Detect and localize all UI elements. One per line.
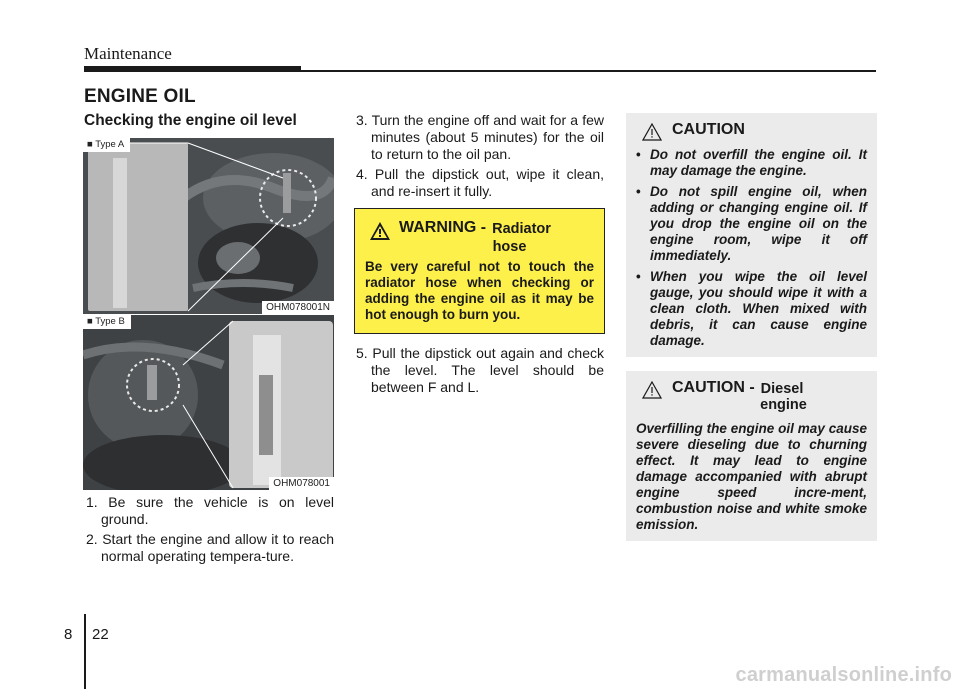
figure-a-label: ■ Type A [83, 138, 130, 152]
warning-heading [365, 219, 594, 241]
figure-a-code: OHM078001N [262, 301, 334, 314]
engine-illustration-b [83, 315, 334, 490]
warning-title-topic: Radiator [492, 221, 551, 237]
footer-chapter-number: 8 [64, 626, 73, 643]
caution-box-general [626, 113, 877, 357]
caution-diesel-title-line2: engine [760, 397, 807, 413]
caution-box-diesel [626, 371, 877, 541]
caution-diesel-heading [636, 379, 867, 399]
step-1: 1. Be sure the vehicle is on level ground. [86, 494, 334, 527]
warning-body: Be very careful not to touch the radiator hose when checking or adding the engine oil as it may be hot enough to burn you. [365, 259, 594, 322]
step-2: 2. Start the engine and allow it to reach normal operating tempera-ture. [86, 531, 334, 564]
caution-diesel-body: Overfilling the engine oil may cause severe dieseling due to churning effect. It may lead to engine damage accompanied with abrupt engine speed incre-ment, combustion noise and white smoke emission. [636, 421, 867, 532]
caution-triangle-icon [642, 381, 662, 399]
header-rule-thick [84, 66, 301, 72]
footer-rule [84, 614, 86, 689]
steps-column-2-top [356, 112, 604, 203]
caution-item-wipe: • When you wipe the oil level gauge, you should wipe it with a clean cloth. When mixed with debris, it can cause engine damage. [636, 269, 867, 349]
header-title: Maintenance [84, 44, 172, 63]
caution-heading [636, 121, 867, 141]
step-3: 3. Turn the engine off and wait for a few minutes (about 5 minutes) for the oil to return to the oil pan. [356, 112, 604, 162]
figure-type-a [83, 138, 334, 314]
steps-column-1 [86, 494, 334, 568]
figure-b-label: ■ Type B [83, 315, 131, 329]
section-subtitle: Checking the engine oil level [84, 112, 297, 129]
caution-list [636, 147, 867, 349]
footer-page-number: 22 [92, 626, 109, 643]
steps-column-2-bottom [356, 345, 604, 399]
caution-diesel-title-main: CAUTION - [672, 379, 755, 396]
caution-diesel-title-topic: Diesel [760, 381, 804, 397]
step-5: 5. Pull the dipstick out again and check the level. The level should be between F and L. [356, 345, 604, 395]
caution-title: CAUTION [672, 121, 745, 138]
caution-item-overfill: • Do not overfill the engine oil. It may damage the engine. [636, 147, 867, 179]
step-4: 4. Pull the dipstick out, wipe it clean, and re-insert it fully. [356, 166, 604, 199]
header-rule-thin [301, 70, 876, 72]
warning-title-line2: hose [492, 239, 527, 255]
engine-illustration-a [83, 138, 334, 314]
figure-b-code: OHM078001 [269, 477, 334, 490]
watermark: carmanualsonline.info [735, 664, 952, 686]
caution-item-spill: • Do not spill engine oil, when adding or changing engine oil. If you drop the engine oil on the engine room, wipe it off immediately. [636, 184, 867, 264]
warning-title-main: WARNING - [399, 219, 487, 236]
section-title: ENGINE OIL [84, 86, 196, 107]
warning-box [354, 208, 605, 334]
figure-type-b [83, 315, 334, 490]
caution-triangle-icon [642, 123, 662, 141]
warning-triangle-icon [369, 221, 391, 241]
